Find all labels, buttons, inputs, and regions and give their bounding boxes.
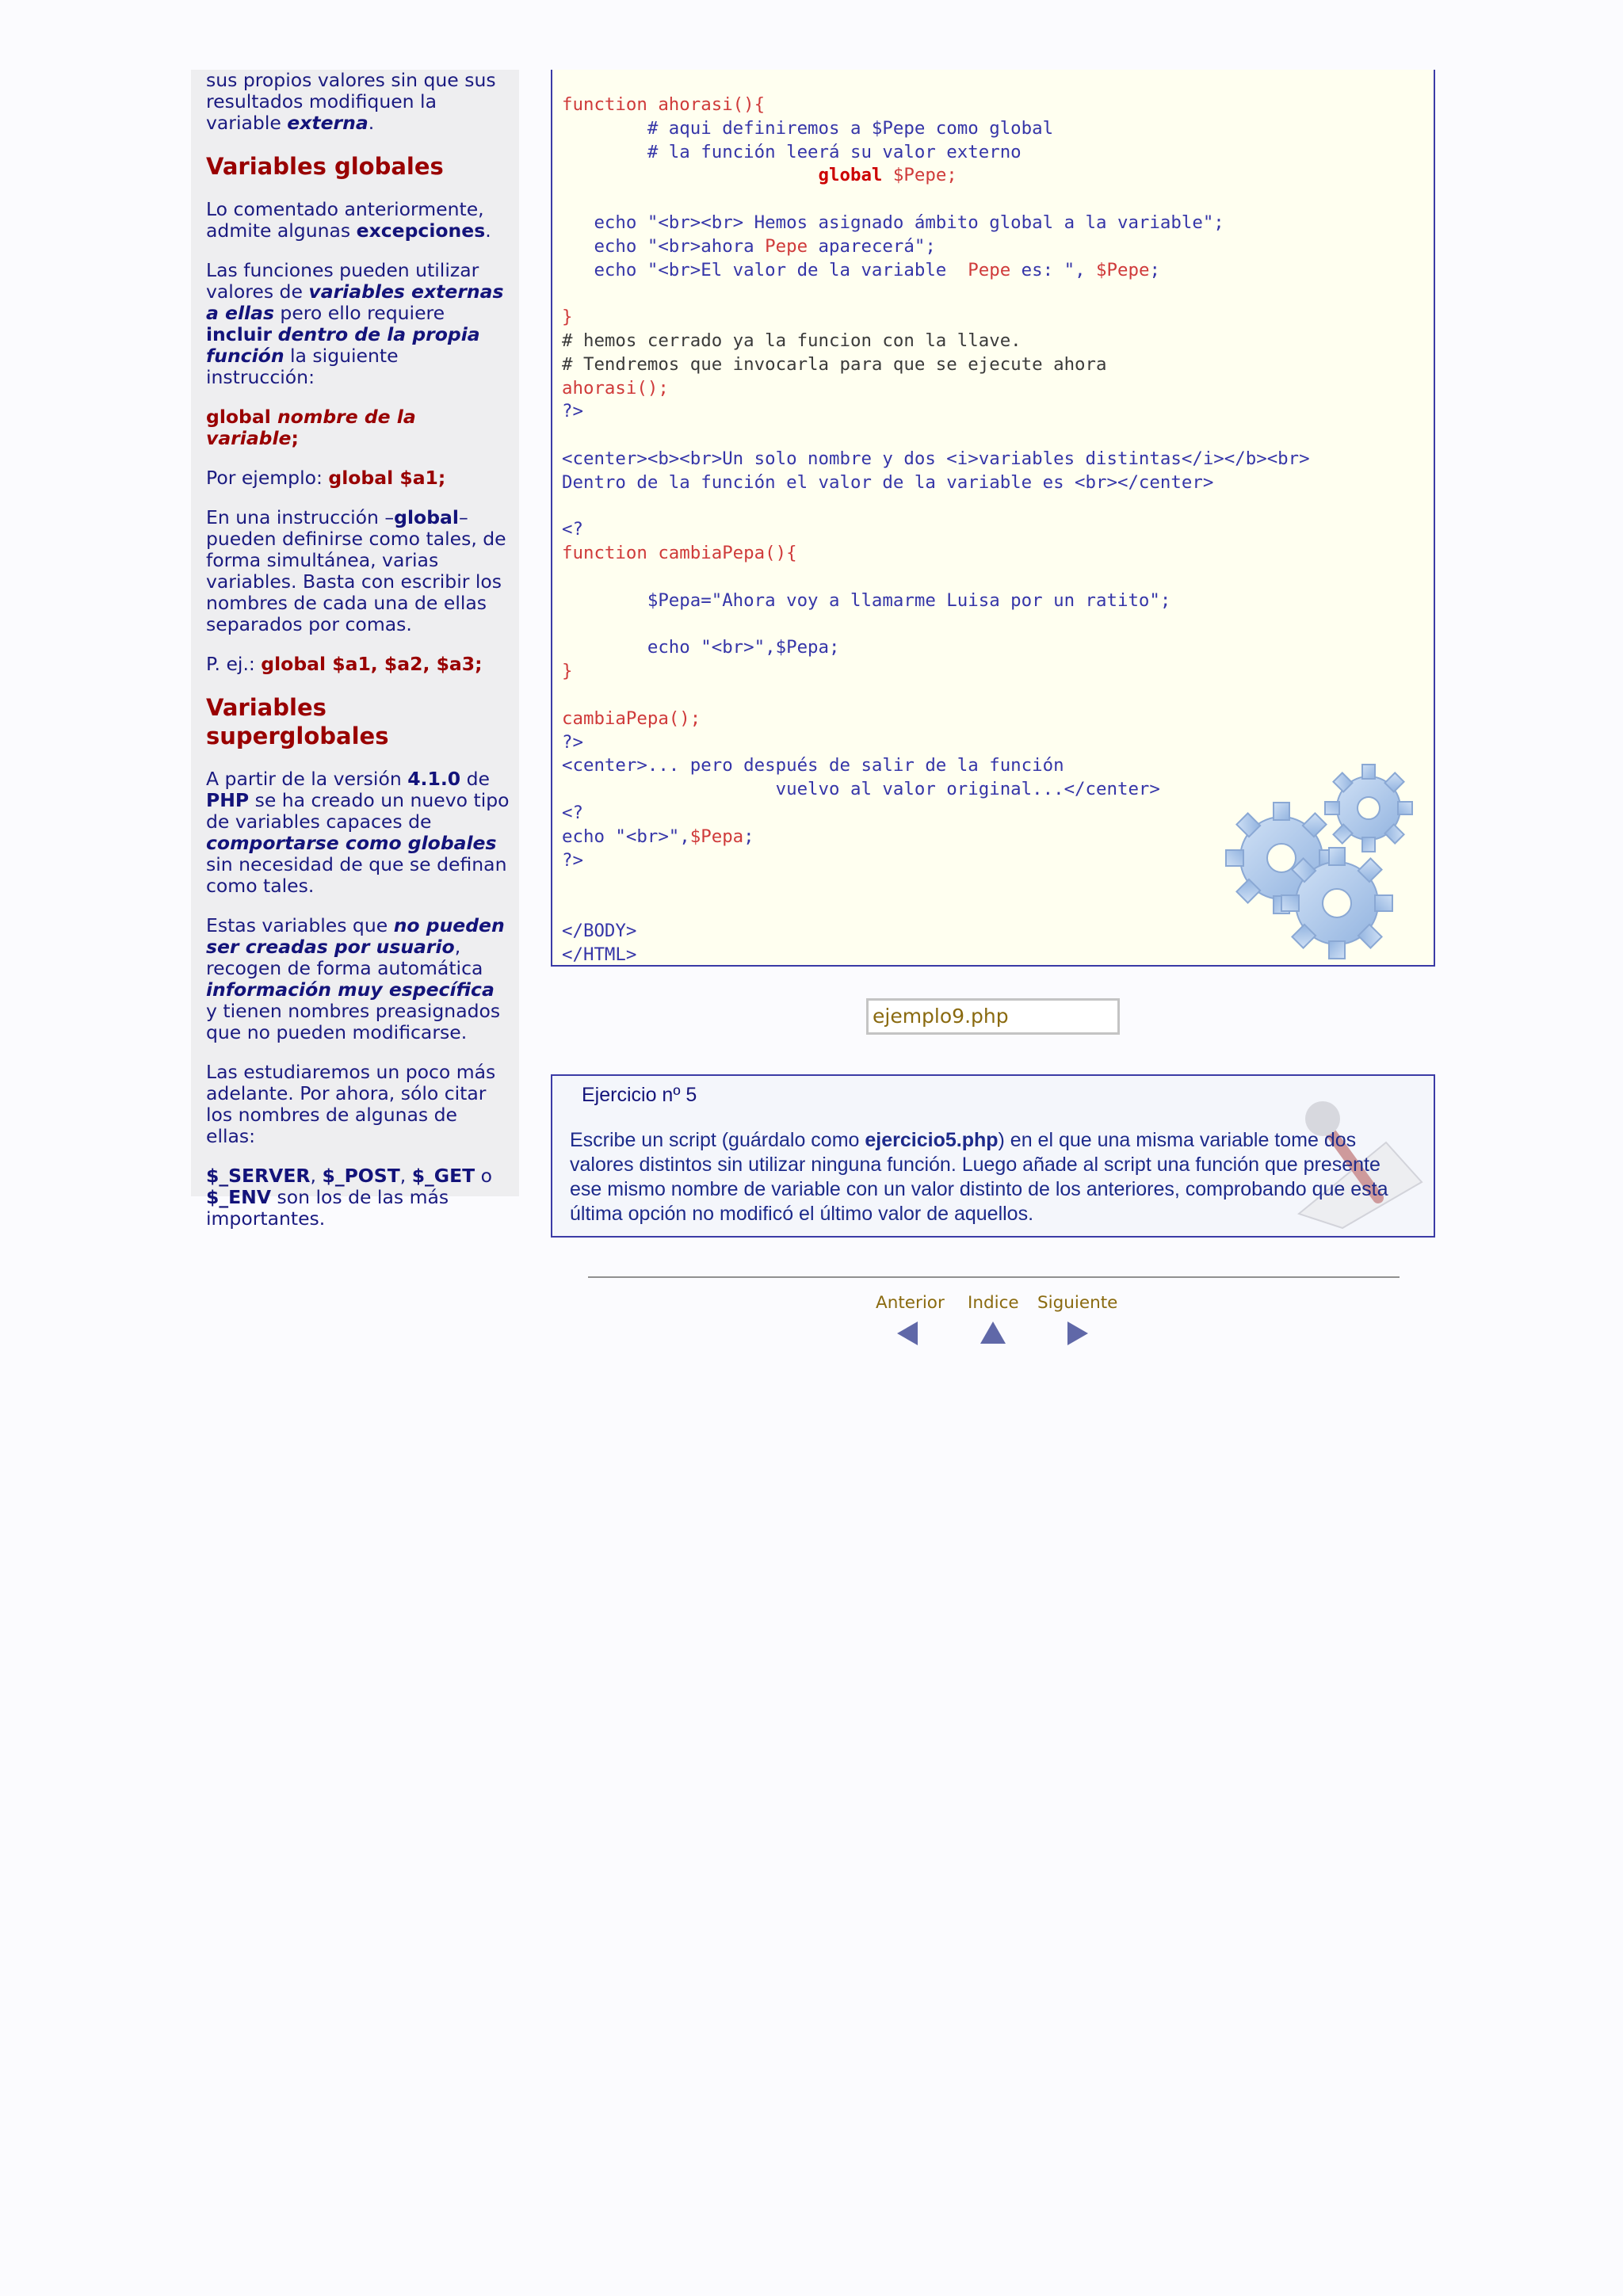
code-listing [551, 70, 1435, 967]
divider [588, 1276, 1400, 1278]
gears-icon [1196, 751, 1434, 965]
intro-text: sus propios valores sin que sus resultados modifiquen la variable externa. [206, 69, 496, 134]
paragraph-php-version: A partir de la versión 4.1.0 de PHP se ha creado un nuevo tipo de variables capaces de comportarse como globales sin necesidad de que se definan como tales. [206, 768, 510, 897]
arrow-left-icon[interactable] [896, 1320, 919, 1347]
example-file-link[interactable]: ejemplo9.php [866, 998, 1120, 1035]
superglobal-names: $_SERVER, $_POST, $_GET o $_ENV son los de las más importantes. [206, 1165, 493, 1230]
paragraph-superglobal-info: Estas variables que no pueden ser creadas por usuario, recogen de forma automática información muy específica y tienen nombres preasignados que no pueden modificarse. [206, 914, 505, 1043]
paragraph-later: Las estudiaremos un poco más adelante. Por ahora, sólo citar los nombres de algunas de ellas: [206, 1061, 496, 1147]
php-code: function ahorasi(){ # aqui definiremos a $Pepe como global # la función leerá su valor externo global $Pepe; echo "<br><br> Hemos asignado ámbito global a la variable"; echo "<br>ahora Pepe aparecerá"; echo "<br>El valor de la variable Pepe es: ", $Pepe; } # hemos cerrado ya la funcion con la llave. # Tendremos que invocarla para que se ejecute ahora ahorasi(); ?> <center><b><br>Un solo nombre y dos <i>variables distintas</i></b><br> Dentro de la función el valor de la variable es <br></center> <? function cambiaPepa(){ $Pepa="Ahora voy a llamarme Luisa por un ratito"; echo "<br>",$Pepa; } cambiaPepa(); ?> <center>... pero después de salir de la función vuelvo al valor original...</center> <? echo "<br>",$Pepa; ?> </BODY> </HTML> [562, 94, 1310, 965]
arrow-up-icon[interactable] [979, 1320, 1007, 1345]
exercise-text: Escribe un script (guárdalo como ejercicio5.php) en el que una misma variable tome dos valores distintos sin utilizar ninguna función. Luego añade al script una función que presente ese mismo nombre de variable con un valor distinto de los anteriores, comprobando que esta última opción no modificó el último valor de aquellos. [570, 1129, 1388, 1225]
arrow-right-icon[interactable] [1066, 1320, 1090, 1347]
nav-index-label[interactable]: Indice [968, 1293, 1019, 1313]
nav-prev-label[interactable]: Anterior [876, 1293, 945, 1313]
paragraph-variables-externas: Las funciones pueden utilizar valores de variables externas a ellas pero ello requiere incluir dentro de la propia función la siguiente instrucción: [206, 259, 504, 388]
exercise-title: Ejercicio nº 5 [582, 1084, 697, 1106]
heading-variables-superglobales: Variables superglobales [206, 694, 389, 749]
heading-variables-globales: Variables globales [206, 153, 444, 180]
exercise-box [551, 1074, 1435, 1238]
paragraph-multiple-globals: En una instrucción –global– pueden definirse como tales, de forma simultánea, varias variables. Basta con escribir los nombres de cada una de ellas separados por comas. [206, 506, 506, 635]
global-example: Por ejemplo: global $a1; [206, 467, 446, 489]
multiple-globals-example: P. ej.: global $a1, $a2, $a3; [206, 653, 483, 675]
global-syntax: global nombre de la variable; [206, 406, 416, 449]
nav-next-label[interactable]: Siguiente [1037, 1293, 1118, 1313]
sidebar [191, 69, 519, 1230]
paragraph-excepciones: Lo comentado anteriormente, admite algunas excepciones. [206, 198, 491, 242]
